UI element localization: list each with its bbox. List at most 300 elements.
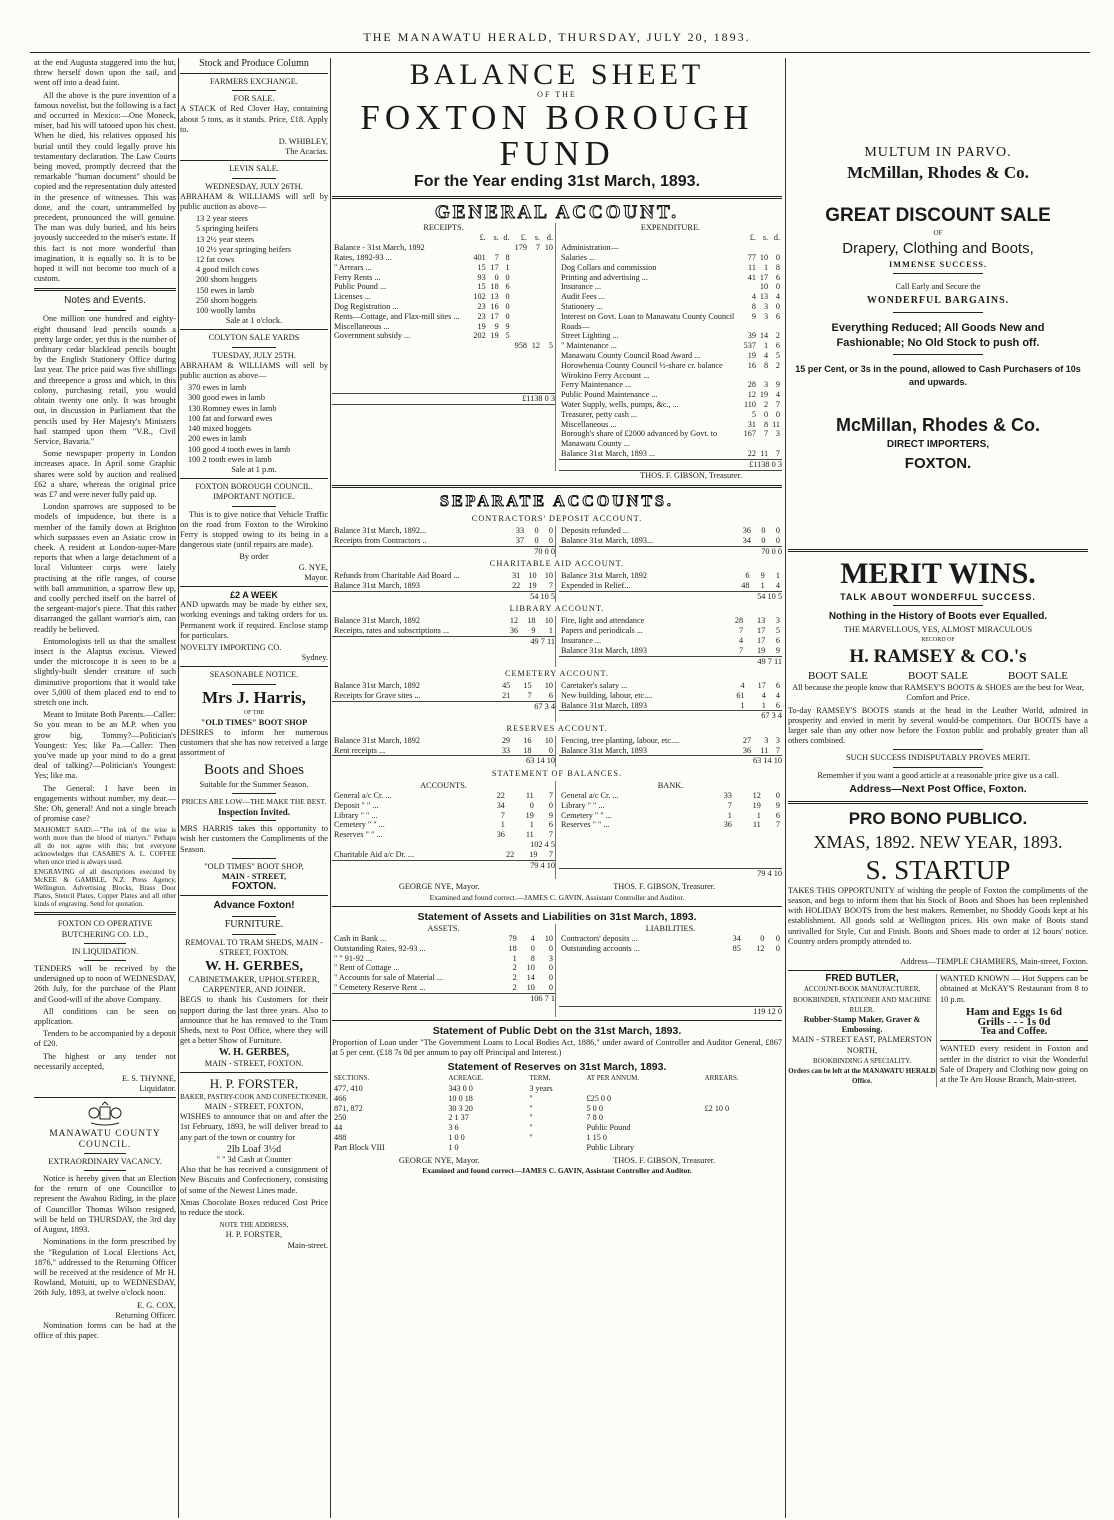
column-1 (34, 58, 176, 1516)
table-cell: 10 (528, 571, 537, 581)
table-cell: Refunds from Charitable Aid Board ... (334, 571, 460, 581)
nothing-line: Nothing in the History of Boots ever Equalled. (828, 610, 1048, 622)
table-row (332, 830, 555, 840)
table-row (559, 801, 782, 811)
account-total: 63 14 10 (559, 755, 782, 766)
table-cell: 12 (756, 943, 765, 953)
column-divider (178, 58, 179, 1518)
table-cell: 0 (761, 536, 766, 546)
table-cell (529, 312, 542, 322)
table-cell: 4 (738, 635, 744, 645)
table-row (332, 801, 555, 811)
table-cell (332, 341, 470, 351)
table-cell: 15 (523, 680, 532, 690)
table-row (559, 351, 782, 361)
expenditure-total: £1138 0 3 (559, 459, 782, 471)
table-cell: 34 (742, 536, 751, 546)
butler-trade: ACCOUNT-BOOK MANUFACTURER, BOOKBINDER, STATIONER AND MACHINE RULER. (793, 985, 931, 1014)
table-cell: 10 (759, 282, 769, 292)
table-row (559, 791, 782, 801)
removal: REMOVAL TO TRAM SHEDS, MAIN - STREET, FOXTON. (185, 937, 323, 957)
coop-conditions: All conditions can be seen on application. (34, 1006, 176, 1027)
table-cell (703, 1084, 782, 1094)
table-cell: Outstanding Rates, 92-93 ... (334, 943, 426, 953)
list-item: 150 ewes in lamb (196, 285, 255, 295)
council-title: MANAWATU COUNTY COUNCIL. (49, 1129, 161, 1150)
table-cell: 37 (515, 536, 525, 546)
ramsey-title: H. RAMSEY & CO.'s (849, 646, 1027, 668)
table-row (332, 746, 555, 756)
account-total: 70 0 0 (332, 546, 555, 557)
table-cell: " (529, 1123, 533, 1133)
table-cell: Dog Registration ... (334, 301, 399, 311)
reduced-line: Everything Reduced; All Goods New and (831, 321, 1045, 334)
table-cell: 7 (775, 745, 780, 755)
table-row (559, 736, 782, 746)
table-cell: Treasurer, petty cash ... (561, 409, 637, 419)
levin-date: WEDNESDAY, JULY 26TH. (205, 181, 303, 191)
table-cell: Insurance ... (561, 635, 602, 645)
story-paragraph: at the end Augusta staggered into the hut, threw herself down upon the sail, and went off into a dead faint. (34, 58, 176, 88)
balances-subtotal: 102 4 5 (530, 839, 555, 849)
table-cell: 14 (759, 331, 769, 341)
table-row (332, 322, 555, 332)
table-row (332, 273, 555, 283)
assets-heading: Statement of Assets and Liabilities on 31st March, 1893. (417, 910, 697, 923)
table-row (332, 820, 555, 830)
table-cell: 4 (740, 680, 745, 690)
table-cell: 0 (764, 409, 769, 419)
table-cell: 9 (775, 380, 780, 390)
table-row (332, 983, 555, 993)
table-cell: Library " " ... (561, 800, 605, 810)
table-cell: 8 (764, 419, 769, 429)
table-row (559, 626, 782, 636)
table-row (332, 1123, 782, 1133)
rubber-stamp: Rubber-Stamp Maker, Graver & Embossing. (803, 1015, 921, 1035)
notes-paragraph: London sparrows are supposed to be models of impudence, but there is a member of the family down at Brighton which surpasses even an Asiatic crow in cheek. A resident at London-super-Mare reports that when a large detachment of a local Volunteer corps were lately practising at the rifle ranges, of course with ball ammunition, a sparrow flew up, and coolly perched itself on the barrel of the sergeant-major's piece. That this rather disarranged the gallant warrior's aim, can readily be believed. (34, 502, 176, 634)
column-header: ARREARS. (704, 1074, 739, 1083)
table-cell: Deposit " " ... (334, 800, 379, 810)
expenditure-heading: EXPENDITURE. (640, 223, 701, 233)
table-row (332, 944, 555, 954)
account-total: 54 10 5 (559, 591, 782, 602)
table-cell: Fire, light and attendance (561, 616, 645, 626)
council-forms: Nomination forms can be had at the office of this paper. (34, 1320, 176, 1341)
fbc-role: Mayor. (304, 572, 328, 582)
fbc-signature: G. NYE, (298, 562, 328, 572)
table-cell: 33 (501, 745, 511, 755)
table-cell: 14 (526, 973, 535, 983)
table-cell: 488 (334, 1132, 347, 1142)
account-total: 63 14 10 (332, 755, 555, 766)
table-cell: 17 (757, 626, 766, 636)
auditor-note: Examined and found correct—JAMES C. GAVIN, Assistant Controller and Auditor. (422, 1165, 692, 1175)
table-cell (512, 312, 529, 322)
table-cell: 39 (747, 331, 756, 341)
colyton-heading: COLYTON SALE YARDS (208, 333, 300, 343)
inspection: Inspection Invited. (217, 806, 290, 817)
table-cell: Balance 31st March, 1892 (334, 616, 420, 626)
table-cell: 11 (748, 262, 756, 272)
year-heading: For the Year ending 31st March, 1893. (413, 173, 701, 191)
table-cell (512, 292, 529, 302)
debt-heading: Statement of Public Debt on the 31st March, 1893. (432, 1024, 682, 1037)
list-item: 140 mixed hoggets (188, 424, 252, 434)
table-cell: 11 (760, 448, 769, 458)
table-row (332, 292, 555, 302)
table-cell (542, 292, 555, 302)
table-row (332, 1084, 782, 1094)
xmas-boxes: Xmas Chocolate Boxes reduced Cost Price to reduce the stock. (180, 1197, 328, 1218)
table-cell: 0 (775, 536, 780, 546)
table-cell: Cash in Bank ... (334, 933, 387, 943)
balances-right-total: 79 4 10 (559, 868, 782, 879)
coop-role: Liquidator. (139, 1084, 176, 1094)
table-row (332, 571, 555, 581)
account-block (332, 526, 782, 557)
table-row (332, 963, 555, 973)
table-cell: Water Supply, wells, pumps, &c., ... (561, 399, 679, 409)
table-row (559, 526, 782, 536)
table-cell: Public Pound (586, 1123, 631, 1133)
table-cell: 3 (764, 735, 769, 745)
table-cell: 23 (477, 301, 486, 311)
mahomet-ad: MAHOMET SAID:—"The ink of the wise is worth more than the blood of martyrs." Perhaps all do not agree with this; but everyone acknowledges that CASABE'S A. L. COFFEE when once tried is always used. (34, 826, 176, 867)
summer: Suitable for the Summer Season. (199, 779, 309, 789)
table-cell: 8 (751, 301, 756, 311)
table-cell: 16 (523, 735, 532, 745)
prices: PRICES ARE LOW—THE MAKE THE BEST. (181, 796, 327, 806)
table-cell: 10 (544, 616, 553, 626)
levin-sale: LEVIN SALE. (229, 164, 279, 174)
table-cell: Audit Fees ... (561, 292, 605, 302)
table-cell: " Maintenance ... (561, 341, 617, 351)
table-cell: Cemetery " " ... (334, 820, 385, 830)
gerbes-addr: MAIN - STREET, FOXTON. (204, 1058, 304, 1068)
table-cell: 0 (534, 536, 539, 546)
table-row: Charitable Aid a/c Dr. ... 22 19 7 (334, 850, 553, 860)
column-2 (180, 58, 328, 1516)
list-item: 200 shorn hoggets (196, 275, 257, 285)
table-cell: 1 (740, 700, 745, 710)
week-body: AND upwards may be made by either sex, working evenings and taking orders for us. Permanent work if required. Enclose stamp for particulars. (180, 600, 328, 640)
coop-tender: The highest or any tender not necessarily accepted, (34, 1051, 176, 1071)
notes-paragraph: Meant to Imitate Both Parents.—Caller: So you mean to be an M.P. when you grow big, Tommy?—Politician's Youngest: Yes; like Pa.—Caller: Then you've made up your mind to do a great deal of talking?—Politician's Youngest: Yes; like ma. (34, 710, 176, 781)
table-cell (512, 302, 529, 312)
table-cell: 12 (752, 790, 761, 800)
table-row (559, 429, 782, 449)
table-cell: 202 (473, 331, 486, 341)
table-cell: 0 (505, 272, 510, 282)
table-row (559, 820, 782, 830)
gerbes-body: BEGS to thank his Customers for their support during the last three years. Also to announce that he has removed to the Tram Sheds, next to Post Office, where they will get a better Show of Furniture. (180, 995, 328, 1046)
table-row (332, 1104, 782, 1114)
wanted-suppers: WANTED KNOWN — Hot Suppers can be obtained at McKAY'S Restaurant from 8 to 10 p.m. (940, 974, 1088, 1004)
table-row (559, 263, 782, 273)
table-cell: 1 15 0 (586, 1132, 607, 1142)
table-row (332, 1143, 782, 1153)
forster-signature: H. P. FORSTER, (225, 1230, 283, 1240)
story-paragraph: All the above is the pure invention of a famous novelist, but the following is a fact and occurred in Mexico:—One Moneck, miser, had his will tatooed upon his chest. When he died, his relatives opposed his burial until they could legally prove his testamentary declaration. The Law Courts being moved, promptly decreed that the remarkable "human document" should be copied and the representation duly attested in the presence of witnesses. This was done, and the court, untrammelled by precedent, pronounced the will genuine. The man was duly buried, and his heirs joyously succeeded to the miser's estate. If this fact is not more wonderful than imagination, it is equally so. It is to be hoped it will not become too much of a custom. (34, 90, 176, 284)
receipts-table: £. s. d. £. s. d. Balance - 31st March, 1892 179 7 10 Rates, 1892-93 ... 401 7 8 " Arrears ... 15 17 1 Ferry Rents ... 93 0 0 Public Pound ... 15 18 6 Licenses ... 102 13 0 Dog Registration ... 23 16 0 Rents—Cottage, and Flax-mill sites ... 23 17 0 Miscellaneous ... 19 9 9 Government subsidy ... 202 19 5 958 12 5 (334, 233, 553, 351)
table-cell: 13 (759, 292, 769, 302)
list-item: 300 good ewes in lamb (188, 393, 265, 403)
table-cell: 6 (775, 272, 780, 282)
table-cell: Cemetery " " ... (561, 810, 612, 820)
table-cell: 5 (775, 350, 780, 360)
table-cell: 1 0 (448, 1142, 459, 1152)
table-cell: 6 (775, 700, 780, 710)
table-row (559, 361, 782, 381)
mayor-signature: GEORGE NYE, Mayor. (398, 882, 480, 892)
table-cell: Rent receipts ... (334, 745, 386, 755)
account-title: CHARITABLE AID ACCOUNT. (489, 559, 625, 569)
treasurer-signature: THOS. F. GIBSON, Treasurer. (640, 470, 742, 480)
table-cell: Printing and advertising ... (561, 272, 648, 282)
table-cell: 17 (490, 262, 499, 272)
table-cell (488, 243, 501, 253)
table-row (332, 331, 555, 341)
table-cell: Rates, 1892-93 ... (334, 253, 392, 262)
table-cell: 36 (509, 626, 519, 636)
table-cell (527, 1143, 584, 1153)
farmers-exchange: FARMERS EXCHANGE. (210, 77, 298, 86)
table-cell (529, 273, 542, 283)
table-cell: 2 (512, 982, 517, 992)
table-cell: 11 (525, 790, 534, 800)
table-cell: 4 (775, 690, 780, 700)
table-cell: 36 (723, 820, 732, 830)
table-cell: 19 (759, 390, 769, 400)
balance-sheet-title: BALANCE SHEET (409, 58, 705, 91)
table-row (332, 736, 555, 746)
table-row (559, 571, 782, 581)
account-total: 70 0 0 (559, 546, 782, 557)
table-cell: 0 (529, 800, 534, 810)
table-row (559, 390, 782, 400)
account-total: 49 7 11 (559, 656, 782, 667)
table-cell (703, 1094, 782, 1104)
table-cell: 4 (775, 581, 780, 591)
table-cell (585, 1084, 703, 1094)
table-cell: " (529, 1132, 533, 1142)
table-cell: Fencing, tree planting, labour, etc.... (561, 735, 680, 745)
immense-success: IMMENSE SUCCESS. (888, 260, 988, 270)
table-cell: 77 (747, 253, 756, 262)
ham-price: Ham and Eggs 1s 6d (966, 1005, 1062, 1018)
fashionable-line: Fashionable; No Old Stock to push off. (836, 336, 1040, 349)
table-cell: 33 (723, 790, 732, 800)
table-cell: 4 (530, 933, 535, 943)
list-item: 5 springing heifers (196, 224, 259, 234)
table-row (332, 626, 555, 636)
treasurer-signature: THOS. F. GIBSON, Treasurer. (613, 882, 716, 892)
table-cell: 11 (772, 419, 780, 429)
liabilities-subheading: LIABILITIES. (645, 923, 696, 933)
fbc-title: FOXTON BOROUGH COUNCIL. (195, 482, 313, 492)
table-cell: Ferry Maintenance ... (561, 380, 632, 390)
table-cell: 110 (743, 399, 756, 409)
table-cell (742, 322, 758, 332)
table-cell (512, 322, 529, 332)
table-cell: 0 (505, 292, 510, 302)
table-cell: Balance 31st March, 1893 ... (561, 448, 656, 458)
table-cell: 29 (501, 735, 511, 745)
table-cell: 18 (523, 745, 532, 755)
table-row (559, 273, 782, 283)
table-cell: 7 (775, 820, 780, 830)
stack-place: The Acacias. (285, 147, 328, 157)
of-the: OF THE (537, 90, 577, 99)
mcmillan-title: McMillan, Rhodes & Co. (847, 163, 1029, 182)
fbc-body: This is to give notice that Vehicle Traffic on the road from Foxton to the Wirokino Ferry is stopped owing to its being in a dangerous state (until repairs are made). (180, 509, 328, 550)
balances-heading: STATEMENT OF BALANCES. (491, 768, 623, 778)
cash-price: " " 3d Cash at Counter (216, 1155, 292, 1165)
account-title: CEMETERY ACCOUNT. (504, 668, 610, 678)
table-cell: £25 0 0 (586, 1093, 612, 1103)
table-cell (512, 253, 529, 263)
table-cell (512, 263, 529, 273)
table-cell (770, 322, 782, 332)
table-cell (512, 273, 529, 283)
table-cell: 0 (548, 800, 553, 810)
startup-title: S. STARTUP (865, 854, 1011, 885)
table-cell: 48 (741, 581, 750, 591)
table-cell: 6 (775, 311, 780, 321)
list-item: 4 good milch cows (196, 265, 259, 275)
table-cell: Balance 31st March, 1893 (334, 581, 420, 591)
record-of: RECORD OF (921, 637, 955, 644)
table-cell (501, 341, 512, 351)
column-header: AT PER ANNUM. (586, 1074, 640, 1083)
table-cell: Balance 31st March, 1893 (561, 700, 647, 710)
bank-heading: BANK. (657, 780, 684, 790)
table-row (559, 449, 782, 459)
old-times: "OLD TIMES" BOOT SHOP (200, 717, 308, 727)
table-row (559, 746, 782, 756)
table-cell: 13 (757, 616, 766, 626)
table-row (559, 282, 782, 292)
general-account (332, 223, 782, 471)
table-cell: 45 (502, 680, 511, 690)
table-row (332, 581, 555, 591)
table-cell: Government subsidy ... (334, 331, 411, 341)
table-cell: 2 (512, 963, 517, 973)
table-cell: 0 (775, 943, 780, 953)
boot-sale: BOOT SALE (1008, 670, 1068, 683)
table-cell: 5 (775, 626, 780, 636)
table-cell: 11 (525, 830, 534, 840)
remember-line: Remember if you want a good article at a reasonable price give us a call. (817, 770, 1059, 780)
table-cell: 102 (473, 292, 486, 302)
table-row (559, 410, 782, 420)
table-cell: 9 (505, 321, 510, 331)
list-item: 10 2½ year springing heifers (196, 244, 292, 254)
table-cell: Contractors' deposits ... (561, 933, 638, 943)
gerbes-title: W. H. GERBES, (205, 959, 303, 975)
table-cell: Balance 31st March, 1893 (561, 645, 647, 655)
table-row (332, 934, 555, 944)
notes-paragraph: Entomologists tell us that the smallest insect is the Alaptus excisus. Viewed under the microscope it is seen to be a slightly-built slender creature of such diminutive proportions that it would take over 5,000 of them placed end to end to stretch one inch. (34, 636, 176, 707)
table-cell: £2 10 0 (704, 1103, 730, 1113)
list-item: 12 fat cows (196, 255, 235, 265)
table-cell: 16 (490, 301, 499, 311)
table-cell: 18 (508, 943, 517, 953)
table-cell (542, 273, 555, 283)
reserves-table (332, 1074, 782, 1152)
table-row (559, 616, 782, 626)
forster-body: WISHES to announce that on and after the 1st February, 1893, he will deliver bread to any part of the town or country for (180, 1112, 328, 1142)
table-cell: 10 (544, 243, 553, 253)
coop-sub: IN LIQUIDATION. (71, 946, 139, 956)
table-cell: 343 0 0 (448, 1083, 473, 1093)
table-cell: 0 (775, 526, 780, 536)
account-title: RESERVES ACCOUNT. (506, 723, 608, 733)
expenditure-table: £. s. d. Administration— Salaries ... 77 10 0 Dog Collars and commission 11 1 8 Printing and advertising ... 41 17 6 Insurance ... 10 0 Audit Fees ... 4 13 4 Stationery ... 8 3 0 Interest on Govt. Loan to Manawatu County Council 9 3 6 Roads— Street Lighting ... 39 14 2 " Maintenance ... 537 1 6 Manawatu County Council Road Award ... 19 4 5 Horowhenua County Council ½-share cr. balance Wirokino Ferry Account ... 16 8 2 Ferry Maintenance ... 28 3 9 Public Pound Maintenance ... 12 19 4 Water Supply, wells, pumps, &c., ... 110 2 7 Treasurer, petty cash ... 5 0 0 Miscellaneous ... 31 8 11 Borough's share of £2000 advanced by Govt. to Manawatu County ... 167 7 3 Balance 31st March, 1893 ... 22 11 7 (561, 233, 780, 458)
account-total: 67 3 4 (559, 710, 782, 721)
list-item: 13 2½ year steers (196, 234, 255, 244)
table-cell: 18 (527, 616, 536, 626)
table-row (559, 341, 782, 351)
table-cell: 28 (734, 616, 744, 626)
table-cell: Public Pound Maintenance ... (561, 390, 658, 400)
stack-ad: A STACK of Red Clover Hay, containing about 5 tons, as it stands. Price, £18. Apply to. (180, 104, 328, 134)
table-cell: 250 (334, 1113, 347, 1123)
table-cell: Receipts, rates and subscriptions ... (334, 626, 450, 636)
table-cell: 0 (775, 301, 780, 311)
table-cell: 7 (738, 645, 744, 655)
table-cell: 12 (509, 616, 519, 626)
table-cell (770, 243, 782, 253)
table-cell: 3 years (529, 1083, 553, 1093)
table-row (559, 380, 782, 390)
table-row (559, 934, 782, 944)
table-cell: 7 (500, 810, 505, 820)
discount-heading: GREAT DISCOUNT SALE (825, 205, 1051, 226)
account-block (332, 571, 782, 602)
notes-paragraph: One million one hundred and eighty-eight thousand lead pencils sounds a pretty large order, yet this is the number of ordinary cedar blacklead pencils bought by the English Stationery Office during last year. The price paid was five shillings and threepence a gross and which, in this colony, purchasing retail, you would obtain twenty one only. It was brought out, in discussion in Parliament that the pencils used by Her Majesty's Ministers had stamped upon them "V.R., Civil Service, Bavaria." (34, 314, 176, 446)
table-cell: Deposits refunded ... (561, 526, 629, 536)
table-cell: 2 (512, 973, 517, 983)
masthead: THE MANAWATU HERALD, THURSDAY, JULY 20, 1893. (363, 30, 751, 44)
table-cell: Balance 31st March, 1892... (334, 526, 427, 536)
table-cell: 4 (761, 690, 766, 700)
colyton-items (180, 383, 328, 465)
table-cell: 7 (548, 830, 553, 840)
drapery-heading: Drapery, Clothing and Boots, (842, 240, 1034, 258)
table-cell (470, 243, 487, 253)
call-early: Call Early and Secure the (895, 282, 981, 292)
wanted-residents: WANTED every resident in Foxton and settler in the district to visit the Wonderful Sale of Drapery and Clothing now going on at the Te Aro House Branch, Main-street. (940, 1044, 1088, 1085)
table-cell: 19 (525, 810, 534, 820)
coop-signature: E. S. THYNNE, (121, 1074, 176, 1084)
table-cell (542, 263, 555, 273)
week-place: Sydney. (301, 653, 328, 663)
table-cell: 0 (760, 933, 765, 943)
table-cell (529, 282, 542, 292)
table-cell: " Accounts for sale of Material ... (334, 973, 444, 983)
table-cell (542, 282, 555, 292)
table-cell: 7 (548, 790, 553, 800)
list-item: 250 shorn hoggets (196, 295, 257, 305)
table-row (559, 646, 782, 656)
ramsey-address: Address—Next Post Office, Foxton. (849, 782, 1027, 795)
table-row (332, 954, 555, 964)
table-cell: 6 (505, 282, 510, 292)
table-cell (542, 253, 555, 263)
general-account-heading: GENERAL ACCOUNT. (434, 202, 679, 224)
